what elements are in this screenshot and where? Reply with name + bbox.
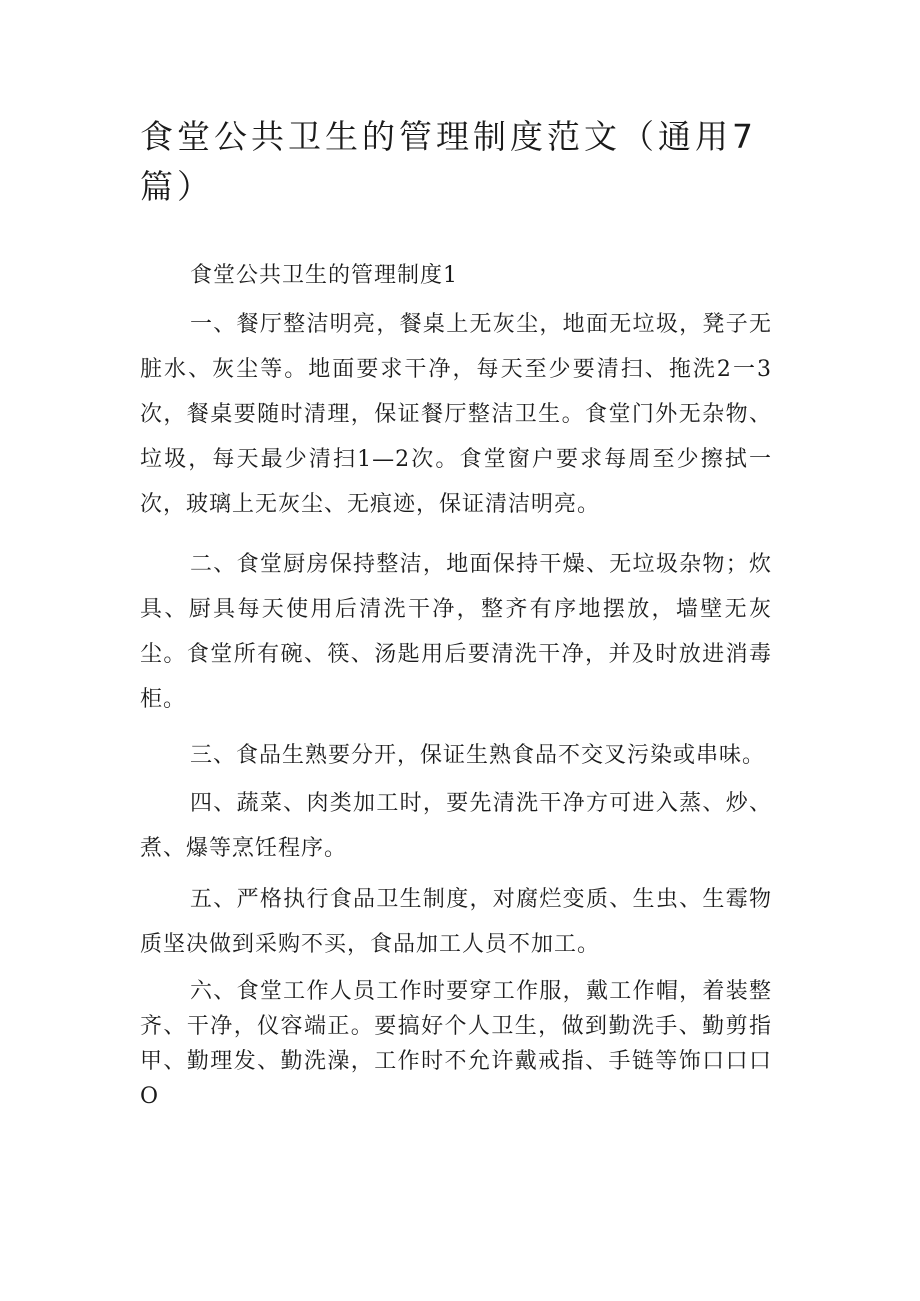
paragraph-1: 一、餐厅整洁明亮，餐桌上无灰尘，地面无垃圾，凳子无脏水、灰尘等。地面要求干净，每天至少要清扫、拖洗2一3次，餐桌要随时清理，保证餐厅整洁卫生。食堂门外无杂物、垃圾，每天最少清扫1—2次。食堂窗户要求每周至少擦拭一次，玻璃上无灰尘、无痕迹，保证清洁明亮。 — [140, 312, 772, 517]
paragraph-5: 五、严格执行食品卫生制度，对腐烂变质、生虫、生霉物质坚决做到采购不买，食品加工人员不加工。 — [140, 887, 772, 957]
paragraph-6: 六、食堂工作人员工作时要穿工作服，戴工作帽，着装整齐、干净，仪容端正。要搞好个人卫生，做到勤洗手、勤剪指甲、勤理发、勤洗澡，工作时不允许戴戒指、手链等饰口口口O — [140, 979, 772, 1109]
section-heading: 食堂公共卫生的管理制度1 — [190, 263, 458, 288]
paragraph-2: 二、食堂厨房保持整洁，地面保持干燥、无垃圾杂物；炊具、厨具每天使用后清洗干净，整齐有序地摆放，墙壁无灰尘。食堂所有碗、筷、汤匙用后要清洗干净，并及时放进消毒柜。 — [140, 552, 772, 712]
paragraph-4: 四、蔬菜、肉类加工时，要先清洗干净方可进入蒸、炒、煮、爆等烹饪程序。 — [140, 791, 772, 861]
document-title: 食堂公共卫生的管理制度范文（通用7篇） — [140, 117, 757, 206]
paragraph-3: 三、食品生熟要分开，保证生熟食品不交叉污染或串味。 — [190, 743, 766, 768]
